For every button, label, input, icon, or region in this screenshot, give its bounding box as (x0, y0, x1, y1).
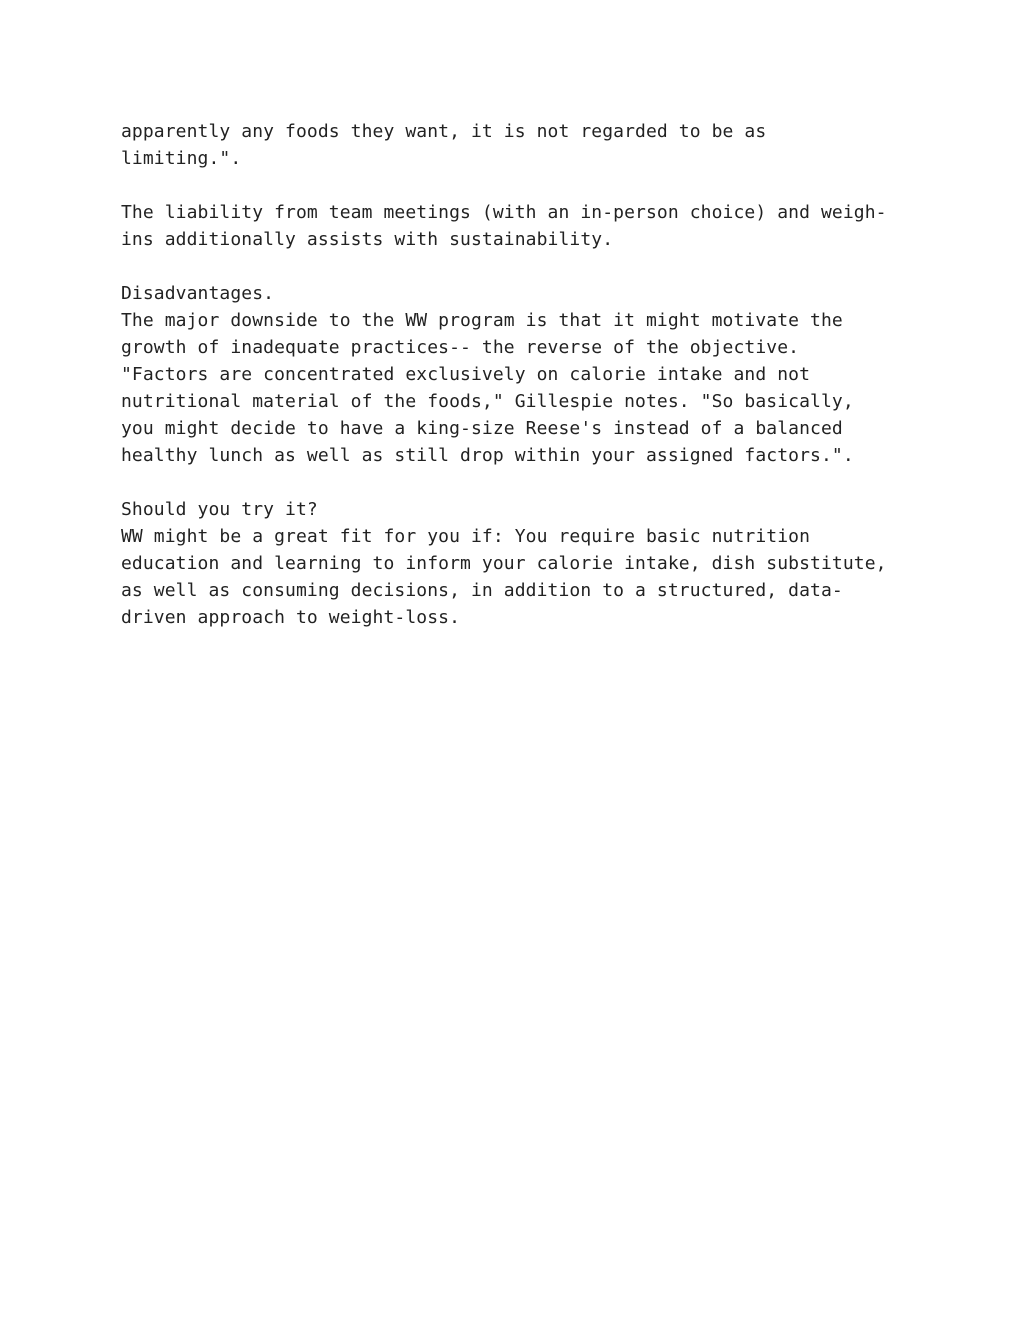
text-line: as well as consuming decisions, in addition to a structured, data- (121, 580, 843, 601)
text-line: apparently any foods they want, it is not regarded to be as (121, 121, 767, 142)
text-line: driven approach to weight-loss. (121, 607, 461, 628)
text-line: The liability from team meetings (with an in-person choice) and weigh- (121, 202, 887, 223)
text-line: "Factors are concentrated exclusively on calorie intake and not (121, 364, 811, 385)
section-heading-try-it: Should you try it? (121, 499, 318, 520)
paragraph-spacer (121, 469, 911, 496)
text-line: WW might be a great fit for you if: You require basic nutrition (121, 526, 811, 547)
text-line: ins additionally assists with sustainability. (121, 229, 614, 250)
section-heading-disadvantages: Disadvantages. (121, 283, 275, 304)
text-line: growth of inadequate practices-- the reverse of the objective. (121, 337, 800, 358)
text-line: The major downside to the WW program is that it might motivate the (121, 310, 843, 331)
paragraph-spacer (121, 172, 911, 199)
paragraph-spacer (121, 253, 911, 280)
text-line: nutritional material of the foods," Gillespie notes. "So basically, (121, 391, 854, 412)
text-line: healthy lunch as well as still drop within your assigned factors.". (121, 445, 854, 466)
document-page (121, 118, 911, 631)
text-line: limiting.". (121, 148, 242, 169)
text-line: you might decide to have a king-size Reese's instead of a balanced (121, 418, 843, 439)
text-line: education and learning to inform your calorie intake, dish substitute, (121, 553, 887, 574)
